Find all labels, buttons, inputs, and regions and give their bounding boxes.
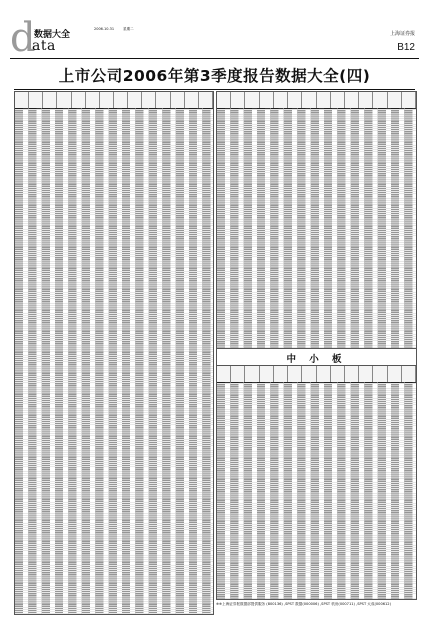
table-rows (15, 108, 213, 614)
paper-name: 上海证券报 (389, 31, 415, 37)
masthead-logo-word: ata (32, 38, 56, 54)
page-number: B12 (397, 42, 415, 53)
headline-rule (14, 89, 415, 90)
issue-meta (94, 27, 142, 32)
issue-date: 2006.10.31 (94, 27, 115, 31)
masthead (0, 0, 429, 61)
small-board-title: 中 小 板 (286, 354, 347, 365)
section-title: 数据大全 (34, 30, 71, 40)
data-table-right (216, 91, 417, 350)
table-rows (217, 382, 416, 599)
masthead-rule (10, 58, 419, 59)
table-header (15, 92, 213, 109)
issue-weekday: 星期二 (123, 27, 134, 31)
page-headline: 上市公司2006年第3季度报告数据大全(四) (58, 67, 371, 85)
table-header (217, 92, 416, 109)
footnote: ※※上海证券报数据部提供服务 (800136) ,SPST 数据(000006) ,SPST 机房(000711) ,SPST 大成(000612) (216, 602, 391, 606)
table-rows (217, 108, 416, 349)
masthead-logo-letter: d (10, 15, 36, 61)
table-header (217, 366, 416, 383)
data-table-small-board (216, 365, 417, 600)
data-table-left (14, 91, 214, 615)
